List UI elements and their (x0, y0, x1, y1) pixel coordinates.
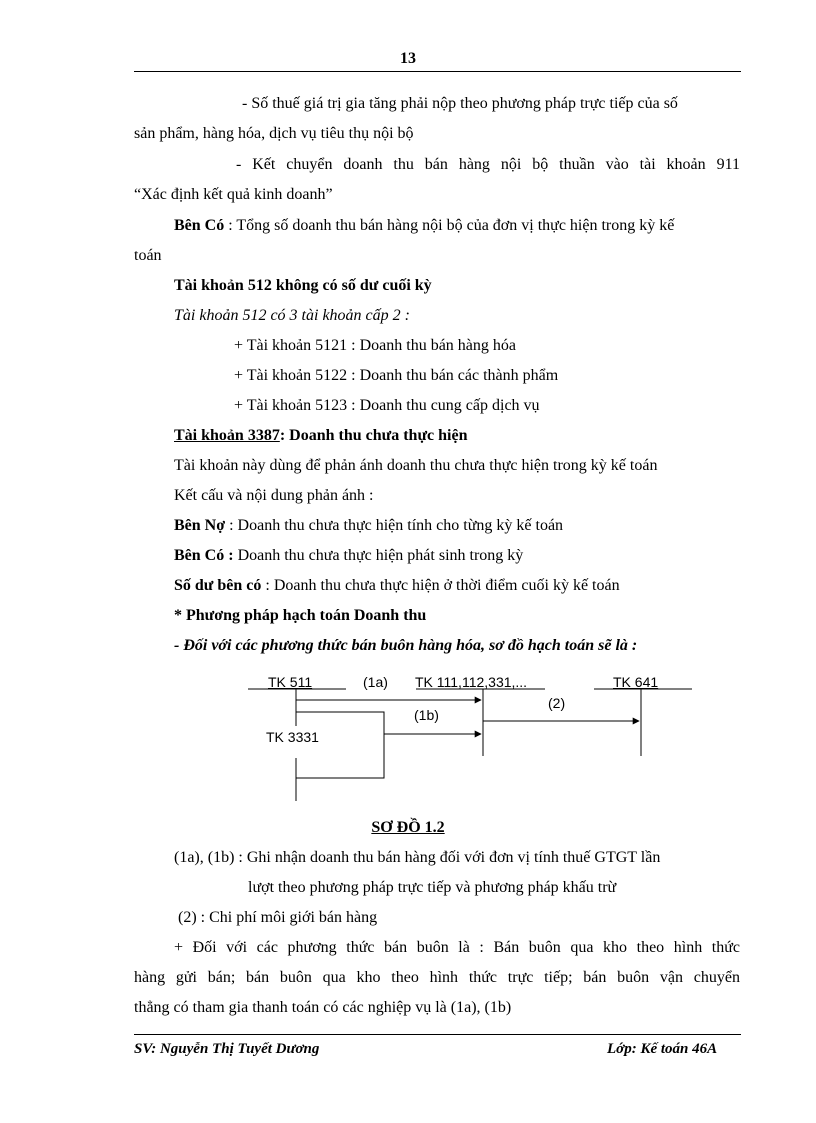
text-line: “Xác định kết quả kinh doanh” (134, 186, 333, 203)
arrow-1b (296, 712, 481, 734)
footer-class: Lớp: Kế toán 46A (607, 1041, 718, 1057)
section-heading: Tài khoản 512 không có số dư cuối kỳ (174, 277, 432, 294)
page-number: 13 (400, 50, 416, 67)
list-item: + Tài khoản 5121 : Doanh thu bán hàng hóa (234, 337, 517, 354)
term-text: : Doanh thu chưa thực hiện ở thời điểm cuối kỳ kế toán (261, 577, 620, 594)
header-rule (134, 71, 741, 72)
subheading: Tài khoản 512 có 3 tài khoản cấp 2 : (174, 307, 410, 324)
tk111-label: TK 111,112,331,... (415, 674, 528, 690)
note-line: (1a), (1b) : Ghi nhận doanh thu bán hàng đối với đơn vị tính thuế GTGT lần (174, 849, 661, 866)
note-line: + Đối với các phương thức bán buôn là : Bán buôn qua kho theo hình thức (174, 939, 740, 956)
text-line (174, 576, 620, 596)
account-label: Tài khoản 3387 (174, 427, 280, 444)
text-line (174, 516, 563, 536)
text-line: - Số thuế giá trị gia tăng phải nộp theo phương pháp trực tiếp của số (242, 95, 678, 112)
term-label: Số dư bên có (174, 577, 262, 594)
flow-1a-label: (1a) (363, 674, 388, 690)
list-item: + Tài khoản 5123 : Doanh thu cung cấp dịch vụ (234, 397, 540, 414)
term-label: Bên Có : (174, 547, 234, 564)
tk641-label: TK 641 (613, 674, 659, 690)
text-line: toán (134, 247, 162, 264)
term-text: : Tổng số doanh thu bán hàng nội bộ của đơn vị thực hiện trong kỳ kế (224, 217, 675, 234)
text-line: Tài khoản này dùng để phản ánh doanh thu chưa thực hiện trong kỳ kế toán (174, 457, 658, 474)
term-label: Bên Có (174, 217, 225, 234)
term-label: Bên Nợ (174, 517, 226, 534)
list-item: + Tài khoản 5122 : Doanh thu bán các thành phẩm (234, 367, 559, 384)
footer-student: SV: Nguyễn Thị Tuyết Dương (134, 1041, 320, 1057)
note-line: thẳng có tham gia thanh toán có các nghiệp vụ là (1a), (1b) (134, 999, 512, 1016)
note-line: hàng gửi bán; bán buôn qua kho theo hình thức trực tiếp; bán buôn vận chuyển (134, 969, 740, 986)
flow-2-label: (2) (548, 695, 566, 711)
account-title: : Doanh thu chưa thực hiện (279, 427, 468, 444)
accounting-diagram (0, 660, 816, 810)
diagram-caption: SƠ ĐỒ 1.2 (371, 819, 445, 836)
section-heading: * Phương pháp hạch toán Doanh thu (174, 607, 427, 624)
text-line (174, 216, 674, 236)
tk3331-label: TK 3331 (266, 729, 319, 745)
text-line (174, 546, 523, 566)
text-line: sản phẩm, hàng hóa, dịch vụ tiêu thụ nội bộ (134, 125, 414, 142)
footer-rule (134, 1034, 741, 1035)
subheading: - Đối với các phương thức bán buôn hàng hóa, sơ đồ hạch toán sẽ là : (174, 637, 638, 654)
note-line: lượt theo phương pháp trực tiếp và phương pháp khấu trừ (248, 879, 617, 896)
text-line: - Kết chuyển doanh thu bán hàng nội bộ thuần vào tài khoản 911 (236, 156, 740, 173)
term-text: : Doanh thu chưa thực hiện tính cho từng kỳ kế toán (225, 517, 564, 534)
flow-1b-label: (1b) (414, 707, 439, 723)
section-heading (174, 426, 468, 446)
term-text: Doanh thu chưa thực hiện phát sinh trong kỳ (233, 547, 524, 564)
note-line: (2) : Chi phí môi giới bán hàng (178, 909, 378, 926)
text-line: Kết cấu và nội dung phản ánh : (174, 487, 374, 504)
tk511-label: TK 511 (268, 674, 313, 690)
